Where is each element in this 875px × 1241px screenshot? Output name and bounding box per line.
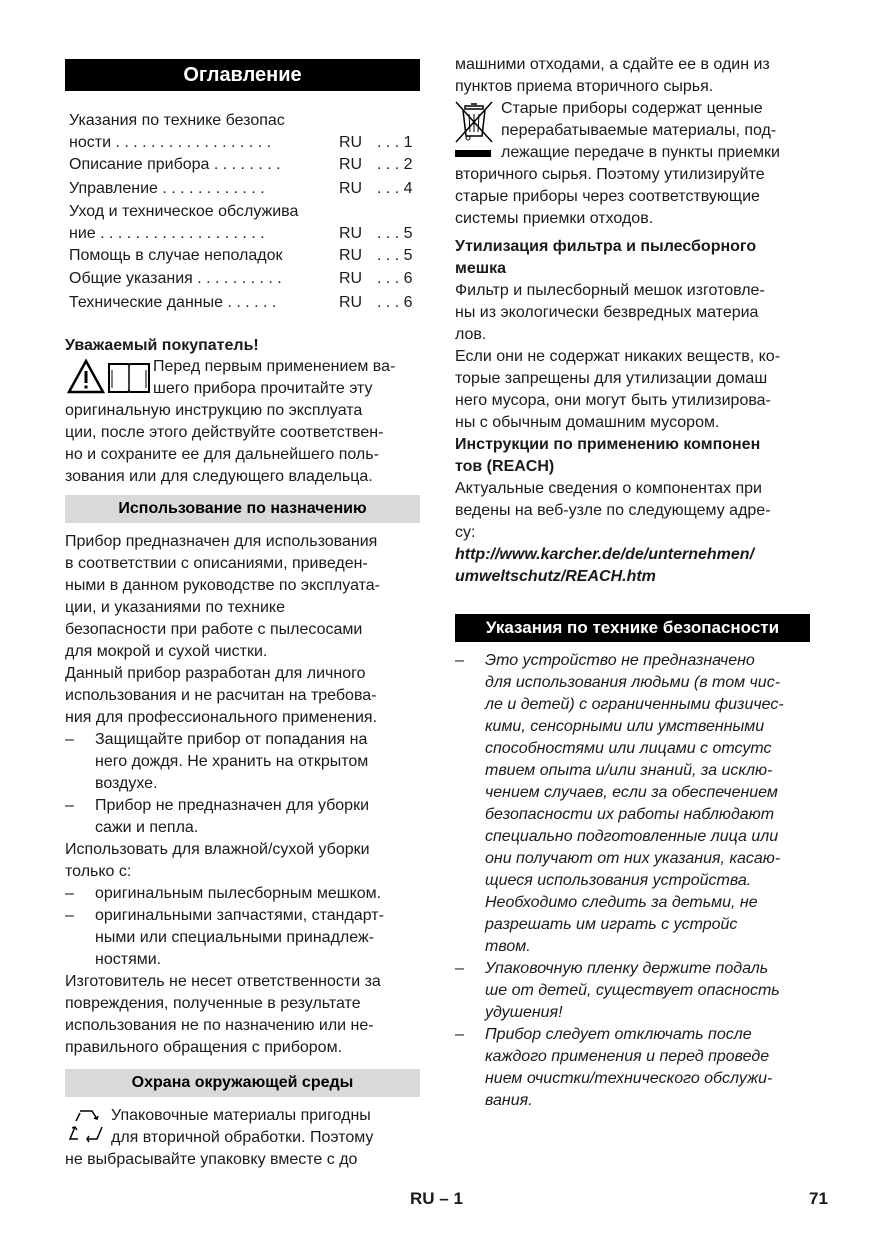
toc-entry-page: . . . 5 xyxy=(377,225,413,242)
text-line: для вторичной обработки. Поэтому xyxy=(111,1129,374,1146)
text-line: нием очистки/технического обслужи- xyxy=(485,1070,773,1087)
toc-entry-title-cont: ности . . . . . . . . . . . . . . . . . . xyxy=(69,134,272,151)
text-line: Упаковочную пленку держите подаль xyxy=(485,960,769,977)
text-line: Данный прибор разработан для личного xyxy=(65,665,366,682)
customer-heading: Уважаемый покупатель! xyxy=(65,337,259,354)
text-line: безопасности при работе с пылесосами xyxy=(65,621,363,638)
text-line: для мокрой и сухой чистки. xyxy=(65,643,268,660)
list-dash: – xyxy=(65,797,74,814)
text-line: разрешать им играть с устройс xyxy=(485,916,738,933)
warning-manual-icon xyxy=(67,358,151,396)
text-line: ны из экологически безвредных материа xyxy=(455,304,759,321)
list-dash: – xyxy=(455,652,464,669)
text-line: ведены на веб-узле по следующему адре- xyxy=(455,502,771,519)
text-line: использования и не расчитан на требова- xyxy=(65,687,377,704)
text-line: ции, после этого действуйте соответствен- xyxy=(65,424,384,441)
text-line: ше от детей, существует опасность xyxy=(485,982,780,999)
toc-entry-title-cont: ние . . . . . . . . . . . . . . . . . . . xyxy=(69,225,265,242)
text-line: не выбрасывайте упаковку вместе с до xyxy=(65,1151,358,1168)
page-number: 71 xyxy=(809,1189,828,1208)
toc-entry[interactable] xyxy=(69,178,419,200)
text-line: него мусора, они могут быть утилизирова- xyxy=(455,392,771,409)
text-line: каждого применения и перед проведе xyxy=(485,1048,770,1065)
safety-heading: Указания по технике безопасности xyxy=(455,614,810,642)
text-line: Прибор следует отключать после xyxy=(485,1026,752,1043)
reach-heading xyxy=(455,434,815,478)
customer-text xyxy=(65,400,425,488)
text-line: старые приборы через соответствующие xyxy=(455,188,760,205)
list-dash: – xyxy=(455,960,464,977)
text-line: оригинальными запчастями, стандарт- xyxy=(95,907,384,924)
list-dash: – xyxy=(65,731,74,748)
footer-section: RU – 1 xyxy=(410,1189,463,1208)
text-line: Использовать для влажной/сухой уборки xyxy=(65,841,370,858)
text-line: су: xyxy=(455,524,476,541)
text-line: твом. xyxy=(485,938,531,955)
text-line: щиеся использования устройства. xyxy=(485,872,752,889)
toc-entry-page: . . . 2 xyxy=(377,156,413,173)
text-line: перерабатываемые материалы, под- xyxy=(501,122,777,139)
text-line: лежащие передаче в пункты приемки xyxy=(501,144,780,161)
heading-line: тов (REACH) xyxy=(455,458,555,475)
toc-entry-title: Помощь в случае неполадок xyxy=(69,247,283,264)
text-line: использования не по назначению или не- xyxy=(65,1017,374,1034)
toc-entry[interactable] xyxy=(69,292,419,314)
environment-heading: Охрана окружающей среды xyxy=(65,1069,420,1097)
toc-entry-lang: RU xyxy=(339,294,363,311)
text-line: ны с обычным домашним мусором. xyxy=(455,414,720,431)
toc-entry-title: Технические данные . . . . . . xyxy=(69,294,277,311)
text-line: системы приемки отходов. xyxy=(455,210,654,227)
text-line: кими, сенсорными или умственными xyxy=(485,718,765,735)
toc-entry-title: Управление . . . . . . . . . . . . xyxy=(69,180,265,197)
text-line: Если они не содержат никаких веществ, ко- xyxy=(455,348,781,365)
list-dash: – xyxy=(455,1026,464,1043)
text-line: торые запрещены для утилизации домаш xyxy=(455,370,768,387)
link-line[interactable]: umweltschutz/REACH.htm xyxy=(455,568,656,585)
text-line: но и сохраните ее для дальнейшего поль- xyxy=(65,446,379,463)
text-line: безопасности их работы наблюдают xyxy=(485,806,775,823)
text-line: Прибор не предназначен для уборки xyxy=(95,797,370,814)
text-line: Перед первым применением ва- xyxy=(153,358,396,375)
text-line: оригинальным пылесборным мешком. xyxy=(95,885,382,902)
link-line[interactable]: http://www.karcher.de/de/unternehmen/ xyxy=(455,546,755,563)
text-line: вания. xyxy=(485,1092,533,1109)
text-line: ными или специальными принадлеж- xyxy=(95,929,374,946)
text-line: повреждения, полученные в результате xyxy=(65,995,361,1012)
text-line: твием опыта и/или знаний, за исклю- xyxy=(485,762,773,779)
toc-entry[interactable] xyxy=(69,245,419,267)
toc-entry-page: . . . 6 xyxy=(377,294,413,311)
text-line: специально подготовленные лица или xyxy=(485,828,779,845)
list-item xyxy=(455,650,815,958)
environment-text-cont xyxy=(455,54,815,98)
text-line: него дождя. Не хранить на открытом xyxy=(95,753,369,770)
heading-line: Инструкции по применению компонен xyxy=(455,436,761,453)
list-item xyxy=(455,1024,815,1112)
list-item xyxy=(65,795,425,839)
list-item xyxy=(65,905,425,971)
list-item xyxy=(455,958,815,1024)
text-line: шего прибора прочитайте эту xyxy=(153,380,373,397)
toc-entry-page: . . . 4 xyxy=(377,180,413,197)
text-line: Это устройство не предназначено xyxy=(485,652,755,669)
filter-heading xyxy=(455,236,815,280)
toc-title: Оглавление xyxy=(65,59,420,91)
text-line: вторичного сырья. Поэтому утилизируйте xyxy=(455,166,765,183)
text-line: зования или для следующего владельца. xyxy=(65,468,373,485)
list-item xyxy=(65,729,425,795)
text-line: Актуальные сведения о компонентах при xyxy=(455,480,762,497)
toc-entry-lang: RU xyxy=(339,134,363,151)
filter-text xyxy=(455,280,815,434)
toc-entry[interactable] xyxy=(69,201,419,245)
reach-text xyxy=(455,478,815,544)
list-item xyxy=(65,883,425,905)
heading-line: мешка xyxy=(455,260,506,277)
toc-entry-title: Общие указания . . . . . . . . . . xyxy=(69,270,282,287)
text-line: ния для профессионального применения. xyxy=(65,709,378,726)
text-line: чением случаев, если за обеспечением xyxy=(485,784,778,801)
safety-list xyxy=(455,650,815,1112)
text-line: Фильтр и пылесборный мешок изготовле- xyxy=(455,282,765,299)
recycle-icon xyxy=(66,1107,106,1145)
text-line: правильного обращения с прибором. xyxy=(65,1039,343,1056)
text-line: удушения! xyxy=(485,1004,563,1021)
toc-entry[interactable] xyxy=(69,154,419,176)
weee-text xyxy=(455,164,815,230)
text-line: Прибор предназначен для использования xyxy=(65,533,378,550)
environment-intro xyxy=(111,1105,426,1149)
text-line: Необходимо следить за детьми, не xyxy=(485,894,758,911)
text-line: Упаковочные материалы пригодны xyxy=(111,1107,371,1124)
text-line: воздухе. xyxy=(95,775,158,792)
environment-text xyxy=(65,1149,425,1171)
intended-use-heading: Использование по назначению xyxy=(65,495,420,523)
toc-entry[interactable] xyxy=(69,268,419,290)
toc-entry-page: . . . 6 xyxy=(377,270,413,287)
text-line: ции, и указаниями по технике xyxy=(65,599,285,616)
weee-intro xyxy=(501,98,816,164)
customer-intro xyxy=(153,356,423,400)
text-line: Изготовитель не несет ответственности за xyxy=(65,973,381,990)
heading-line: Утилизация фильтра и пылесборного xyxy=(455,238,757,255)
text-line: машними отходами, а сдайте ее в один из xyxy=(455,56,770,73)
text-line: Старые приборы содержат ценные xyxy=(501,100,763,117)
toc-entry-lang: RU xyxy=(339,270,363,287)
toc-entry-page: . . . 1 xyxy=(377,134,413,151)
text-line: только с: xyxy=(65,863,132,880)
intended-use-body xyxy=(65,531,425,1059)
text-line: они получают от них указания, касаю- xyxy=(485,850,781,867)
text-line: Защищайте прибор от попадания на xyxy=(95,731,368,748)
text-line: способностями или лицами с отсутс xyxy=(485,740,772,757)
list-dash: – xyxy=(65,885,74,902)
toc-entry-title: Уход и техническое обслужива xyxy=(69,203,299,220)
toc-entry-page: . . . 5 xyxy=(377,247,413,264)
toc-entry-title: Описание прибора . . . . . . . . xyxy=(69,156,281,173)
text-line: оригинальную инструкцию по эксплуата xyxy=(65,402,363,419)
reach-link[interactable] xyxy=(455,544,815,588)
toc-entry-lang: RU xyxy=(339,156,363,173)
text-line: лов. xyxy=(455,326,487,343)
text-line: ле и детей) с ограниченными физичес- xyxy=(485,696,784,713)
toc-entry-lang: RU xyxy=(339,180,363,197)
toc-entry-title: Указания по технике безопас xyxy=(69,112,285,129)
toc-entry[interactable] xyxy=(69,110,419,154)
crossed-bin-icon xyxy=(455,100,495,160)
text-line: сажи и пепла. xyxy=(95,819,199,836)
list-dash: – xyxy=(65,907,74,924)
toc-entry-lang: RU xyxy=(339,247,363,264)
text-line: пунктов приема вторичного сырья. xyxy=(455,78,714,95)
text-line: ными в данном руководстве по эксплуата- xyxy=(65,577,380,594)
text-line: для использования людьми (в том чис- xyxy=(485,674,781,691)
text-line: ностями. xyxy=(95,951,162,968)
text-line: в соответствии с описаниями, приведен- xyxy=(65,555,368,572)
toc-entry-lang: RU xyxy=(339,225,363,242)
